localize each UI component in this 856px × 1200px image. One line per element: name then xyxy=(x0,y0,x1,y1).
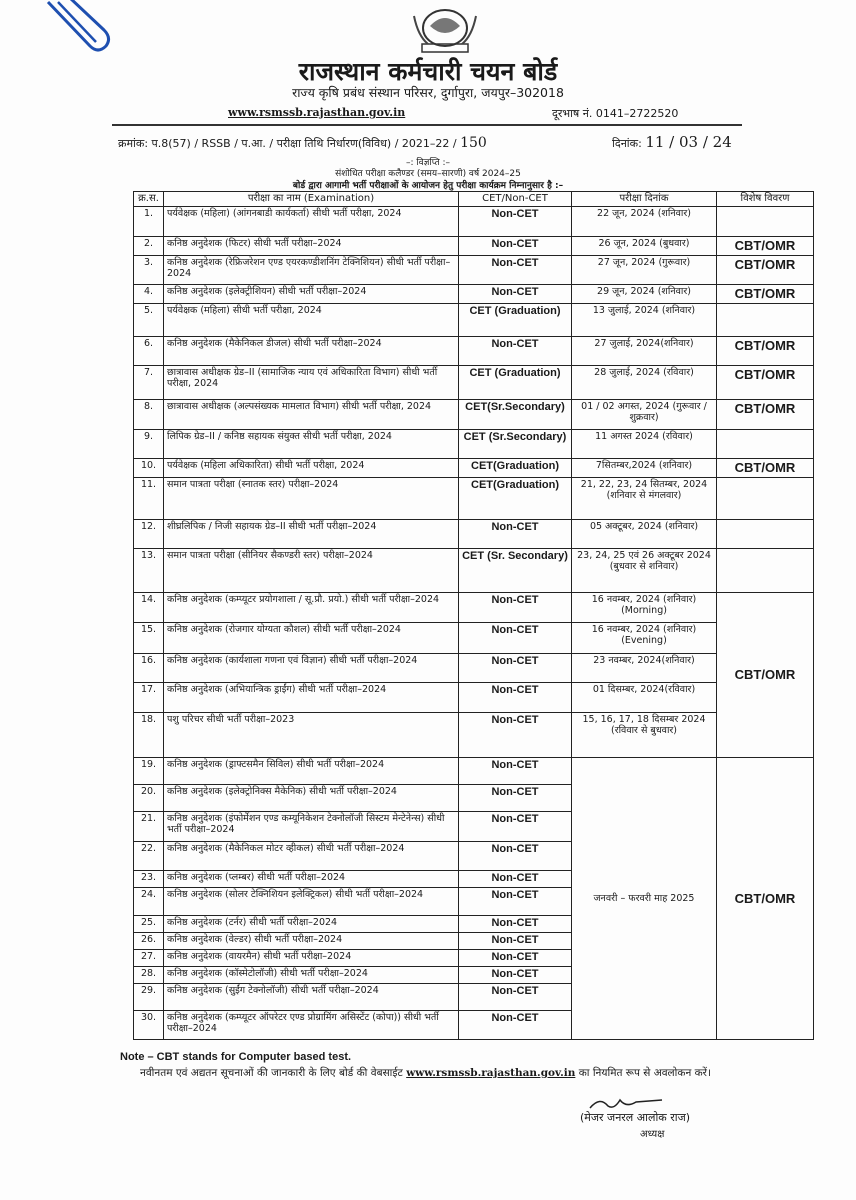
exam-name-cell: कनिष्ठ अनुदेशक (सुईंग टेक्नोलॉजी) सीधी भर्ती परीक्षा–2024 xyxy=(164,984,459,1011)
remark-cell: CBT/OMR xyxy=(717,285,814,304)
remark-cell xyxy=(717,304,814,337)
serial-cell: 18. xyxy=(134,713,164,758)
serial-cell: 9. xyxy=(134,430,164,459)
serial-cell: 25. xyxy=(134,916,164,933)
info-text-after: का नियमित रूप से अवलोकन करें। xyxy=(578,1067,711,1079)
serial-cell: 21. xyxy=(134,812,164,842)
remark-cell xyxy=(717,478,814,520)
exam-name-cell: समान पात्रता परीक्षा (स्नातक स्तर) परीक्षा–2024 xyxy=(164,478,459,520)
cet-cell: Non-CET xyxy=(459,984,572,1011)
exam-date-cell: 21, 22, 23, 24 सितम्बर, 2024 (शनिवार से मंगलवार) xyxy=(572,478,717,520)
exam-name-cell: पशु परिचर सीधी भर्ती परीक्षा–2023 xyxy=(164,713,459,758)
phone-number: दूरभाष नं. 0141–2722520 xyxy=(552,107,679,120)
cet-cell: CET (Sr. Secondary) xyxy=(459,549,572,593)
info-website-link[interactable]: www.rsmssb.rajasthan.gov.in xyxy=(406,1067,576,1079)
exam-date-cell: 23, 24, 25 एवं 26 अक्टूबर 2024 (बुधवार से शनिवार) xyxy=(572,549,717,593)
notice-subtitle: संशोधित परीक्षा कलैण्डर (समय–सारणी) वर्ष 2024–25 xyxy=(335,169,521,179)
serial-cell: 6. xyxy=(134,337,164,366)
table-body xyxy=(134,207,814,1040)
exam-date-cell: 13 जुलाई, 2024 (शनिवार) xyxy=(572,304,717,337)
signatory-designation: अध्यक्ष xyxy=(640,1129,665,1140)
cet-cell: CET (Graduation) xyxy=(459,304,572,337)
exam-name-cell: कनिष्ठ अनुदेशक (मैकेनिकल डीजल) सीधी भर्ती परीक्षा–2024 xyxy=(164,337,459,366)
remark-cell: CBT/OMR xyxy=(717,459,814,478)
table-row xyxy=(134,400,814,430)
reference-line xyxy=(118,135,487,151)
serial-cell: 1. xyxy=(134,207,164,237)
cet-cell: Non-CET xyxy=(459,1011,572,1040)
serial-cell: 15. xyxy=(134,623,164,654)
exam-date-cell: 27 जुलाई, 2024(शनिवार) xyxy=(572,337,717,366)
reference-label: क्रमांक: प.8(57) / RSSB / प.आ. / परीक्षा तिथि निर्धारण(विविध) / 2021–22 / xyxy=(118,137,457,150)
remark-cell: CBT/OMR xyxy=(717,337,814,366)
cet-cell: Non-CET xyxy=(459,237,572,256)
remark-cell: CBT/OMR xyxy=(717,256,814,285)
cbt-note: Note – CBT stands for Computer based test. xyxy=(120,1051,352,1063)
remark-cell: CBT/OMR xyxy=(717,237,814,256)
table-row xyxy=(134,520,814,549)
paper-clip-icon xyxy=(18,0,128,60)
table-row xyxy=(134,713,814,758)
date-line xyxy=(612,133,732,151)
exam-date-cell: 01 दिसम्बर, 2024(रविवार) xyxy=(572,683,717,713)
table-row xyxy=(134,366,814,400)
website-link[interactable]: www.rsmssb.rajasthan.gov.in xyxy=(228,106,406,119)
exam-date-cell: 26 जून, 2024 (बुधवार) xyxy=(572,237,717,256)
exam-date-cell: 22 जून, 2024 (शनिवार) xyxy=(572,207,717,237)
table-row xyxy=(134,623,814,654)
exam-name-cell: कनिष्ठ अनुदेशक (कम्प्यूटर ऑपरेटर एण्ड प्रोग्रामिंग असिस्टेंट (कोपा)) सीधी भर्ती परीक्षा–2024 xyxy=(164,1011,459,1040)
table-row xyxy=(134,237,814,256)
board-name: राजस्थान कर्मचारी चयन बोर्ड xyxy=(298,57,558,86)
serial-cell: 14. xyxy=(134,593,164,623)
header-exam-date: परीक्षा दिनांक xyxy=(572,192,717,207)
exam-name-cell: लिपिक ग्रेड–II / कनिष्ठ सहायक संयुक्त सीधी भर्ती परीक्षा, 2024 xyxy=(164,430,459,459)
cet-cell: CET(Graduation) xyxy=(459,478,572,520)
table-row xyxy=(134,304,814,337)
date-value: 11 / 03 / 24 xyxy=(645,133,732,151)
table-row xyxy=(134,758,814,785)
exam-date-cell: 16 नवम्बर, 2024 (शनिवार)(Evening) xyxy=(572,623,717,654)
serial-cell: 17. xyxy=(134,683,164,713)
header-divider xyxy=(112,124,742,126)
exam-name-cell: कनिष्ठ अनुदेशक (रेफ्रिजरेशन एण्ड एयरकण्डीशनिंग टेक्निशियन) सीधी भर्ती परीक्षा–2024 xyxy=(164,256,459,285)
notice-intro: बोर्ड द्वारा आगामी भर्ती परीक्षाओं के आयोजन हेतु परीक्षा कार्यक्रम निम्नानुसार है :– xyxy=(292,181,564,191)
cet-cell: CET(Sr.Secondary) xyxy=(459,400,572,430)
serial-cell: 27. xyxy=(134,950,164,967)
exam-name-cell: कनिष्ठ अनुदेशक (प्लम्बर) सीधी भर्ती परीक्षा–2024 xyxy=(164,871,459,888)
exam-name-cell: कनिष्ठ अनुदेशक (इंफोर्मेशन एण्ड कम्यूनिकेशन टेक्नोलॉजी सिस्टम मेन्टेनेन्स) सीधी भर्ती परीक्षा–2024 xyxy=(164,812,459,842)
table-row xyxy=(134,430,814,459)
cet-cell: Non-CET xyxy=(459,967,572,984)
serial-cell: 16. xyxy=(134,654,164,683)
remark-cell: CBT/OMR xyxy=(717,400,814,430)
exam-name-cell: समान पात्रता परीक्षा (सीनियर सैकण्डरी स्तर) परीक्षा–2024 xyxy=(164,549,459,593)
exam-date-cell: 16 नवम्बर, 2024 (शनिवार)(Morning) xyxy=(572,593,717,623)
serial-cell: 29. xyxy=(134,984,164,1011)
exam-name-cell: कनिष्ठ अनुदेशक (सोलर टेक्निशियन इलेक्ट्रिकल) सीधी भर्ती परीक्षा–2024 xyxy=(164,888,459,916)
exam-date-cell: 29 जून, 2024 (शनिवार) xyxy=(572,285,717,304)
serial-cell: 24. xyxy=(134,888,164,916)
cet-cell: Non-CET xyxy=(459,207,572,237)
cet-cell: Non-CET xyxy=(459,842,572,871)
exam-date-cell: 28 जुलाई, 2024 (रविवार) xyxy=(572,366,717,400)
table-row xyxy=(134,593,814,623)
cet-cell: Non-CET xyxy=(459,785,572,812)
exam-name-cell: छात्रावास अधीक्षक ग्रेड–II (सामाजिक न्याय एवं अधिकारिता विभाग) सीधी भर्ती परीक्षा, 2024 xyxy=(164,366,459,400)
table-row xyxy=(134,683,814,713)
cet-cell: Non-CET xyxy=(459,950,572,967)
group-remark-14-18: CBT/OMR xyxy=(717,593,814,758)
serial-cell: 8. xyxy=(134,400,164,430)
signatory-name: (मेजर जनरल आलोक राज) xyxy=(580,1111,691,1124)
serial-cell: 10. xyxy=(134,459,164,478)
serial-cell: 22. xyxy=(134,842,164,871)
header-remark: विशेष विवरण xyxy=(717,192,814,207)
serial-cell: 7. xyxy=(134,366,164,400)
exam-date-cell: 11 अगस्त 2024 (रविवार) xyxy=(572,430,717,459)
exam-name-cell: कनिष्ठ अनुदेशक (फिटर) सीधी भर्ती परीक्षा–2024 xyxy=(164,237,459,256)
board-address: राज्य कृषि प्रबंध संस्थान परिसर, दुर्गापुरा, जयपुर–302018 xyxy=(292,85,564,100)
cet-cell: Non-CET xyxy=(459,812,572,842)
cet-cell: Non-CET xyxy=(459,683,572,713)
reference-number: 150 xyxy=(460,135,487,151)
exam-name-cell: पर्यवेक्षक (महिला) सीधी भर्ती परीक्षा, 2024 xyxy=(164,304,459,337)
group-date-19-30: जनवरी – फरवरी माह 2025 xyxy=(572,758,717,1040)
remark-cell xyxy=(717,207,814,237)
exam-name-cell: छात्रावास अधीक्षक (अल्पसंख्यक मामलात विभाग) सीधी भर्ती परीक्षा, 2024 xyxy=(164,400,459,430)
cet-cell: CET(Graduation) xyxy=(459,459,572,478)
serial-cell: 12. xyxy=(134,520,164,549)
table-header-row xyxy=(134,192,814,207)
remark-cell xyxy=(717,430,814,459)
exam-name-cell: कनिष्ठ अनुदेशक (वेल्डर) सीधी भर्ती परीक्षा–2024 xyxy=(164,933,459,950)
cet-cell: Non-CET xyxy=(459,285,572,304)
board-emblem-icon xyxy=(408,6,482,58)
table-row xyxy=(134,549,814,593)
exam-name-cell: कनिष्ठ अनुदेशक (इलेक्ट्रोनिक्स मैकेनिक) सीधी भर्ती परीक्षा–2024 xyxy=(164,785,459,812)
serial-cell: 26. xyxy=(134,933,164,950)
date-label: दिनांक: xyxy=(612,137,642,150)
serial-cell: 4. xyxy=(134,285,164,304)
exam-name-cell: कनिष्ठ अनुदेशक (अभियान्त्रिक ड्राईंग) सीधी भर्ती परीक्षा–2024 xyxy=(164,683,459,713)
serial-cell: 5. xyxy=(134,304,164,337)
cet-cell: Non-CET xyxy=(459,933,572,950)
serial-cell: 11. xyxy=(134,478,164,520)
exam-date-cell: 27 जून, 2024 (गुरूवार) xyxy=(572,256,717,285)
exam-date-cell: 05 अक्टूबर, 2024 (शनिवार) xyxy=(572,520,717,549)
serial-cell: 2. xyxy=(134,237,164,256)
exam-name-cell: कनिष्ठ अनुदेशक (रोजगार योग्यता कौशल) सीधी भर्ती परीक्षा–2024 xyxy=(164,623,459,654)
exam-schedule-table xyxy=(133,191,814,1040)
cet-cell: CET (Graduation) xyxy=(459,366,572,400)
exam-name-cell: कनिष्ठ अनुदेशक (कम्प्यूटर प्रयोगशाला / सू.प्रौ. प्रयो.) सीधी भर्ती परीक्षा–2024 xyxy=(164,593,459,623)
exam-name-cell: पर्यवेक्षक (महिला) (आंगनबाडी कार्यकर्ता) सीधी भर्ती परीक्षा, 2024 xyxy=(164,207,459,237)
table-row xyxy=(134,654,814,683)
exam-date-cell: 15, 16, 17, 18 दिसम्बर 2024 (रविवार से बुधवार) xyxy=(572,713,717,758)
exam-name-cell: शीघ्रलिपिक / निजी सहायक ग्रेड–II सीधी भर्ती परीक्षा–2024 xyxy=(164,520,459,549)
serial-cell: 23. xyxy=(134,871,164,888)
cet-cell: Non-CET xyxy=(459,916,572,933)
cet-cell: Non-CET xyxy=(459,256,572,285)
serial-cell: 13. xyxy=(134,549,164,593)
header-serial: क्र.स. xyxy=(134,192,164,207)
exam-date-cell: 23 नवम्बर, 2024(शनिवार) xyxy=(572,654,717,683)
group-remark-19-30: CBT/OMR xyxy=(717,758,814,1040)
cet-cell: Non-CET xyxy=(459,713,572,758)
header-cet: CET/Non-CET xyxy=(459,192,572,207)
cet-cell: Non-CET xyxy=(459,654,572,683)
table-row xyxy=(134,207,814,237)
remark-cell xyxy=(717,520,814,549)
exam-name-cell: कनिष्ठ अनुदेशक (कार्यशाला गणना एवं विज्ञान) सीधी भर्ती परीक्षा–2024 xyxy=(164,654,459,683)
serial-cell: 19. xyxy=(134,758,164,785)
exam-name-cell: कनिष्ठ अनुदेशक (वायरमैन) सीधी भर्ती परीक्षा–2024 xyxy=(164,950,459,967)
cet-cell: Non-CET xyxy=(459,623,572,654)
cet-cell: Non-CET xyxy=(459,888,572,916)
serial-cell: 3. xyxy=(134,256,164,285)
table-row xyxy=(134,478,814,520)
exam-name-cell: कनिष्ठ अनुदेशक (टर्नर) सीधी भर्ती परीक्षा–2024 xyxy=(164,916,459,933)
cet-cell: Non-CET xyxy=(459,758,572,785)
exam-date-cell: 01 / 02 अगस्त, 2024 (गुरूवार / शुक्रवार) xyxy=(572,400,717,430)
exam-date-cell: 7सितम्बर,2024 (शनिवार) xyxy=(572,459,717,478)
exam-name-cell: कनिष्ठ अनुदेशक (ड्राफ्टसमैन सिविल) सीधी भर्ती परीक्षा–2024 xyxy=(164,758,459,785)
table-row xyxy=(134,256,814,285)
notice-title: –: विज्ञप्ति :– xyxy=(405,158,451,168)
cet-cell: Non-CET xyxy=(459,593,572,623)
table-row xyxy=(134,459,814,478)
exam-name-cell: पर्यवेक्षक (महिला अधिकारिता) सीधी भर्ती परीक्षा, 2024 xyxy=(164,459,459,478)
cet-cell: Non-CET xyxy=(459,871,572,888)
serial-cell: 20. xyxy=(134,785,164,812)
cet-cell: Non-CET xyxy=(459,520,572,549)
info-paragraph xyxy=(140,1066,780,1082)
exam-name-cell: कनिष्ठ अनुदेशक (इलेक्ट्रीशियन) सीधी भर्ती परीक्षा–2024 xyxy=(164,285,459,304)
info-text-before: नवीनतम एवं अद्यतन सूचनाओं की जानकारी के लिए बोर्ड की वेबसाईट xyxy=(140,1067,403,1079)
table-row xyxy=(134,337,814,366)
remark-cell xyxy=(717,549,814,593)
cet-cell: Non-CET xyxy=(459,337,572,366)
exam-name-cell: कनिष्ठ अनुदेशक (कॉस्मेटोलॉजी) सीधी भर्ती परीक्षा–2024 xyxy=(164,967,459,984)
remark-cell: CBT/OMR xyxy=(717,366,814,400)
header-exam-name: परीक्षा का नाम (Examination) xyxy=(164,192,459,207)
table-row xyxy=(134,285,814,304)
cet-cell: CET (Sr.Secondary) xyxy=(459,430,572,459)
serial-cell: 30. xyxy=(134,1011,164,1040)
exam-name-cell: कनिष्ठ अनुदेशक (मैकेनिकल मोटर व्हीकल) सीधी भर्ती परीक्षा–2024 xyxy=(164,842,459,871)
serial-cell: 28. xyxy=(134,967,164,984)
